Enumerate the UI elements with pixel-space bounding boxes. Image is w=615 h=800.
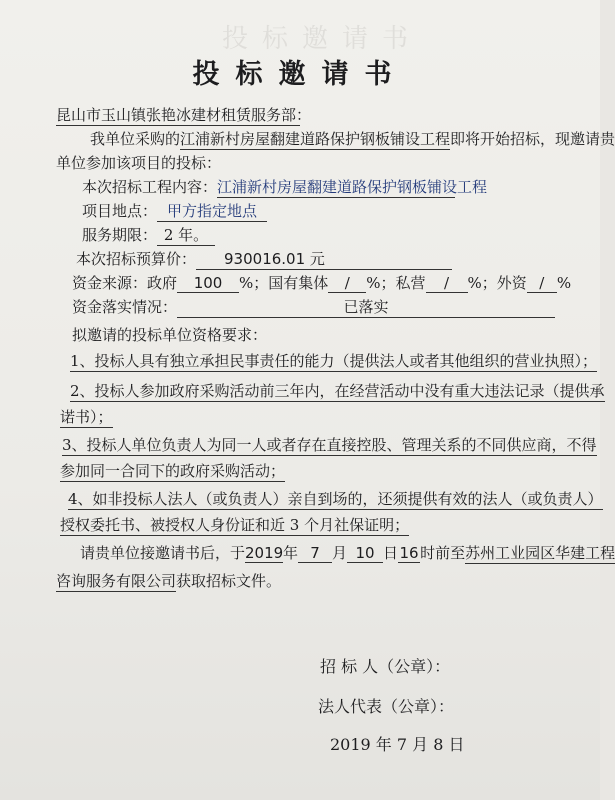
deadline-day: 10: [347, 544, 383, 563]
funding-foreign: /: [527, 274, 557, 293]
pickup-location-1: 苏州工业园区华建工程: [465, 544, 615, 562]
intro-line-2: 单位参加该项目的投标：: [56, 154, 222, 172]
location-row: 项目地点： 甲方指定地点: [82, 200, 267, 222]
funding-gov: 100: [177, 274, 239, 293]
requirement-4-line-2: 授权委托书、被授权人身份证和近 3 个月社保证明；: [60, 516, 410, 534]
requirement-2-line-2: 诺书）；: [60, 408, 113, 426]
requirement-2-line-1: 2、投标人参加政府采购活动前三年内，在经营活动中没有重大违法记录（提供承: [70, 382, 605, 400]
funding-status-row: 资金落实情况： 已落实: [72, 296, 555, 318]
requirement-3-line-1: 3、投标人单位负责人为同一人或者存在直接控股、管理关系的不同供应商，不得: [62, 436, 597, 454]
project-name: 江浦新村房屋翻建道路保护钢板铺设工程: [180, 130, 451, 148]
funding-row: 资金来源：政府 100 %；国有集体 / %；私营 / %；外资 / %: [72, 274, 572, 292]
signature-date: 2019 年 7 月 8 日: [330, 735, 465, 754]
requirement-4-line-1: 4、如非投标人法人（或负责人）亲自到场的，还须提供有效的法人（或负责人）: [68, 490, 603, 508]
location-value: 甲方指定地点: [157, 200, 267, 222]
requirement-3-line-2: 参加同一合同下的政府采购活动；: [60, 462, 286, 480]
pickup-location-2: 咨询服务有限公司: [56, 572, 177, 590]
intro-line-1: 我单位采购的江浦新村房屋翻建道路保护钢板铺设工程即将开始招标，现邀请贵: [90, 130, 615, 148]
funding-status-value: 已落实: [177, 296, 555, 318]
closing-line-2: 咨询服务有限公司获取招标文件。: [56, 572, 282, 590]
deadline-hour: 16: [399, 544, 419, 562]
funding-state: /: [328, 274, 366, 293]
requirement-1: 1、投标人具有独立承担民事责任的能力（提供法人或者其他组织的营业执照）；: [70, 352, 598, 370]
deadline-year: 2019: [245, 544, 284, 562]
period-row: 服务期限： 2 年。: [82, 224, 215, 246]
closing-line-1: 请贵单位接邀请书后，于2019年 7 月 10 日16时前至苏州工业园区华建工程: [80, 544, 615, 562]
deadline-month: 7: [298, 544, 332, 563]
bleed-through-text: 投标邀请书: [222, 24, 423, 54]
content-row: 本次招标工程内容：江浦新村房屋翻建道路保护钢板铺设工程: [82, 178, 488, 196]
period-value: 2 年。: [157, 224, 215, 246]
signature-bidder: 招 标 人（公章）：: [320, 657, 451, 676]
recipient: 昆山市玉山镇张艳冰建材租赁服务部：: [56, 106, 312, 124]
signature-legal-rep: 法人代表（公章）：: [318, 697, 455, 716]
budget-row: 本次招标预算价： 930016.01 元: [76, 248, 452, 270]
content-value: 江浦新村房屋翻建道路保护钢板铺设工程: [217, 178, 488, 196]
budget-value: 930016.01 元: [196, 248, 452, 270]
requirements-heading: 拟邀请的投标单位资格要求：: [72, 326, 268, 344]
document-title: 投标邀请书: [192, 59, 408, 90]
funding-private: /: [426, 274, 468, 293]
